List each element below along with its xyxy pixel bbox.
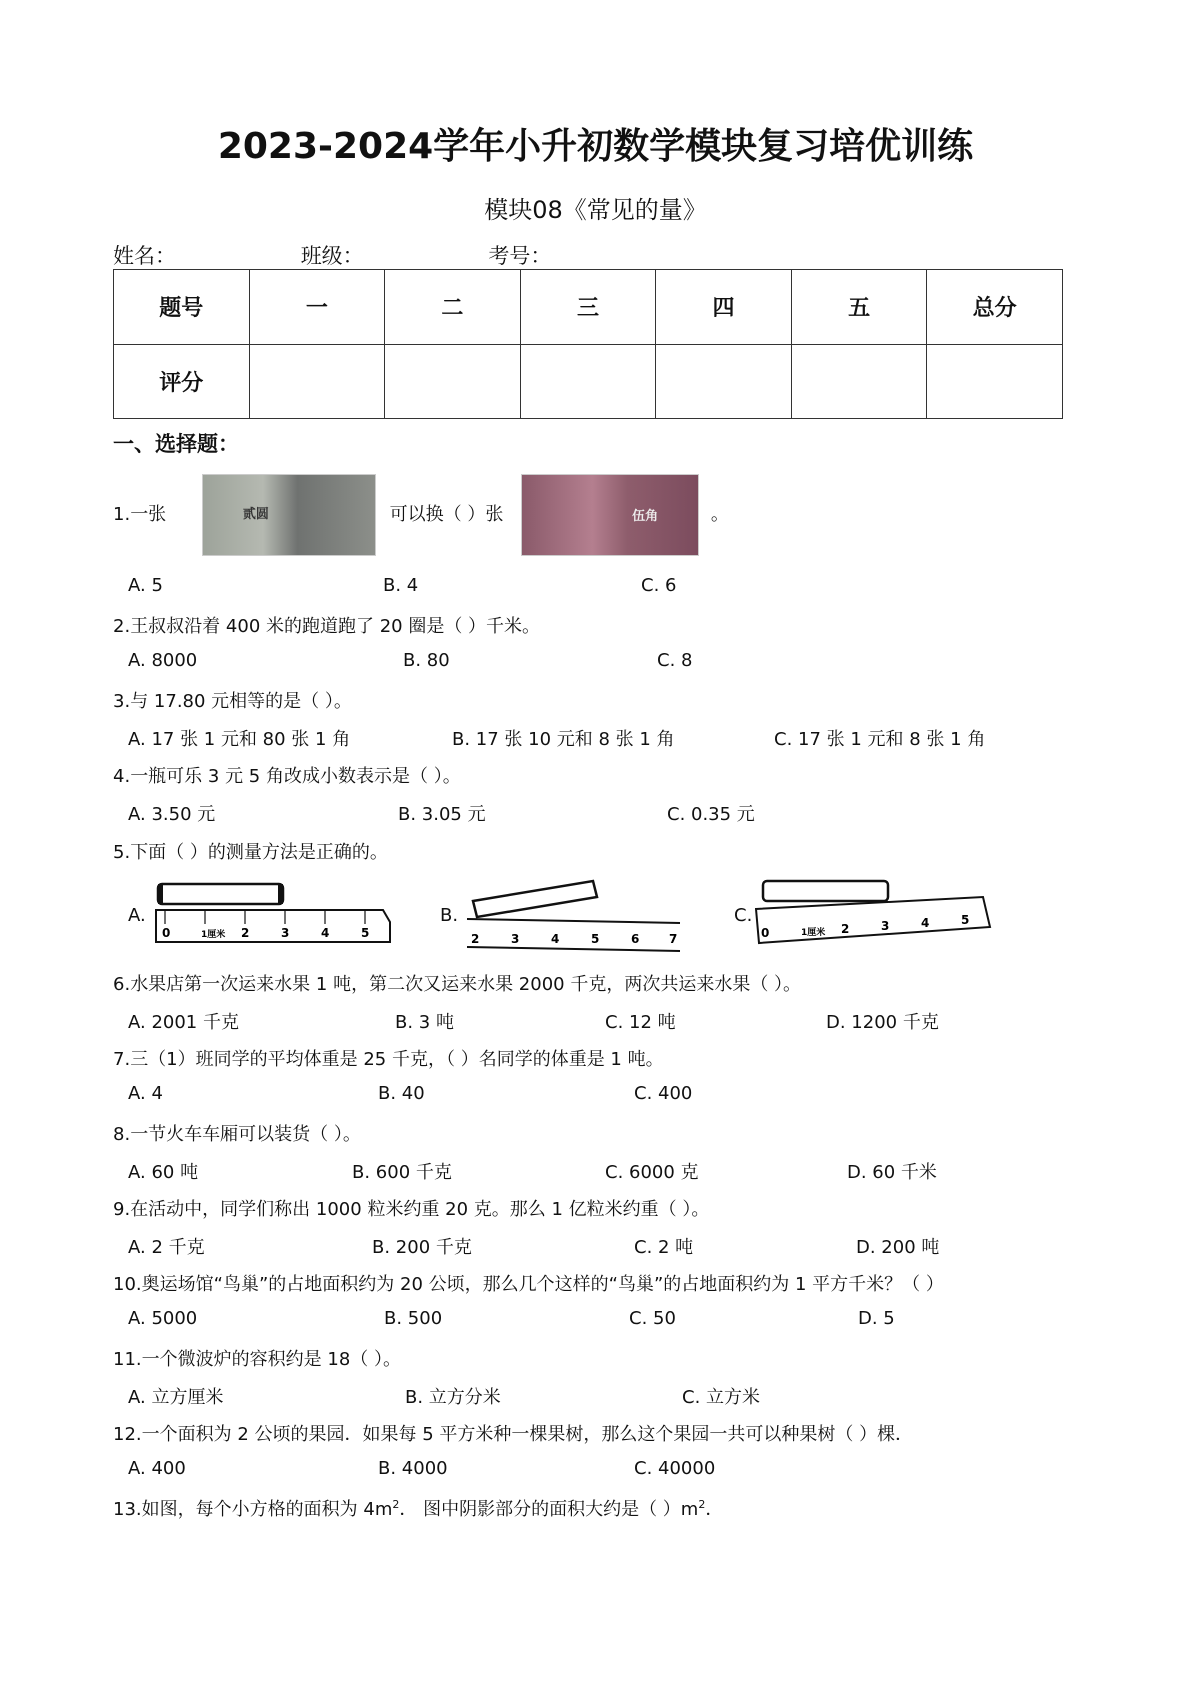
class-field[interactable] [364, 249, 476, 270]
option-b[interactable]: B. 600 千克 [352, 1162, 452, 1183]
option-c[interactable]: C. [734, 905, 753, 926]
question-text: 奥运场馆“鸟巢”的占地面积约为 20 公顷，那么几个这样的“鸟巢”的占地面积约为 1 平方千米？（ ） [141, 1274, 944, 1295]
question-text: 三（1）班同学的平均体重是 25 千克，（ ）名同学的体重是 1 吨。 [130, 1049, 664, 1070]
option-b[interactable]: B. 3.05 元 [398, 804, 486, 825]
option-b[interactable]: B. 40 [378, 1083, 425, 1104]
student-info-line [113, 240, 682, 270]
svg-text:4: 4 [921, 916, 930, 930]
superscript: 2 [698, 1498, 706, 1511]
option-a[interactable]: A. 8000 [128, 650, 198, 671]
question-number: 7. [113, 1049, 131, 1070]
svg-text:3: 3 [281, 926, 290, 940]
option-b[interactable]: B. 3 吨 [395, 1012, 454, 1033]
svg-text:5: 5 [361, 926, 370, 940]
question-10 [113, 1270, 944, 1296]
svg-text:2: 2 [841, 922, 850, 936]
option-a[interactable]: A. 4 [128, 1083, 163, 1104]
option-a[interactable]: A. 3.50 元 [128, 804, 216, 825]
question-text: 与 17.80 元相等的是（ ）。 [130, 691, 352, 712]
question-number: 2. [113, 616, 131, 637]
svg-text:5: 5 [961, 913, 970, 927]
option-c[interactable]: C. 40000 [634, 1458, 716, 1479]
question-number: 9. [113, 1199, 131, 1220]
question-number: 12. [113, 1424, 142, 1445]
option-d[interactable]: D. 60 千米 [847, 1162, 937, 1183]
option-b[interactable]: B. [440, 905, 459, 926]
option-c[interactable]: C. 2 吨 [634, 1237, 694, 1258]
question-text: ． [705, 1499, 724, 1520]
option-d[interactable]: D. 5 [858, 1308, 895, 1329]
score-input-3[interactable] [520, 344, 656, 419]
question-number: 6. [113, 974, 131, 995]
banknote-label: 贰圆 [242, 507, 269, 522]
svg-text:4: 4 [551, 932, 560, 946]
question-11 [113, 1345, 401, 1371]
question-number: 13. [113, 1499, 142, 1520]
score-table [113, 269, 1063, 419]
score-table-score-row [114, 344, 1063, 419]
option-b[interactable]: B. 500 [384, 1308, 443, 1329]
option-a[interactable]: A. 立方厘米 [128, 1387, 224, 1408]
option-a[interactable]: A. 400 [128, 1458, 186, 1479]
question-number: 3. [113, 691, 131, 712]
svg-text:5: 5 [591, 932, 600, 946]
question-6 [113, 970, 801, 996]
exam-number-label: 考号： [488, 244, 552, 268]
question-text: 一个面积为 2 公顷的果园．如果每 5 平方米种一棵果树，那么这个果园一共可以种果树（ ）棵． [141, 1424, 914, 1445]
svg-text:2: 2 [241, 926, 250, 940]
question-text: 可以换（ ）张 [389, 504, 504, 525]
cell-section-5: 五 [791, 270, 927, 345]
document-title: 2023-2024学年小升初数学模块复习培优训练 [217, 126, 974, 167]
option-b[interactable]: B. 200 千克 [372, 1237, 472, 1258]
question-text: 水果店第一次运来水果 1 吨，第二次又运来水果 2000 千克，两次共运来水果（ ）。 [130, 974, 802, 995]
svg-text:3: 3 [511, 932, 520, 946]
option-b[interactable]: B. 立方分米 [405, 1387, 501, 1408]
exam-number-field[interactable] [551, 249, 676, 270]
question-13 [113, 1495, 723, 1521]
score-input-4[interactable] [656, 344, 792, 419]
option-b[interactable]: B. 80 [403, 650, 450, 671]
question-text: 如图，每个小方格的面积为 4m [141, 1499, 393, 1520]
option-a[interactable]: A. 60 吨 [128, 1162, 199, 1183]
svg-text:1厘米: 1厘米 [201, 930, 226, 940]
score-input-1[interactable] [249, 344, 385, 419]
option-d[interactable]: D. 200 吨 [856, 1237, 940, 1258]
question-2 [113, 612, 540, 638]
option-a[interactable]: A. 5000 [128, 1308, 198, 1329]
ruler-b-icon [465, 873, 690, 953]
question-text: ． 图中阴影部分的面积大约是（ ）m [399, 1499, 699, 1520]
score-table-header-row [114, 270, 1063, 345]
name-field[interactable] [176, 249, 288, 270]
question-number: 4. [113, 766, 131, 787]
cell-section-2: 二 [385, 270, 521, 345]
score-input-2[interactable] [385, 344, 521, 419]
option-c[interactable]: C. 6000 克 [605, 1162, 699, 1183]
question-number: 1. [113, 504, 131, 525]
question-8 [113, 1120, 361, 1146]
svg-text:2: 2 [471, 932, 480, 946]
cell-score-label: 评分 [114, 344, 250, 419]
option-c[interactable]: C. 50 [629, 1308, 676, 1329]
option-a[interactable]: A. 17 张 1 元和 80 张 1 角 [128, 729, 351, 750]
option-c[interactable]: C. 0.35 元 [667, 804, 755, 825]
question-12 [113, 1420, 913, 1446]
svg-text:6: 6 [631, 932, 640, 946]
option-c[interactable]: C. 8 [657, 650, 693, 671]
option-b[interactable]: B. 4000 [378, 1458, 448, 1479]
name-label: 姓名： [113, 244, 176, 268]
cell-total: 总分 [927, 270, 1063, 345]
cell-section-4: 四 [656, 270, 792, 345]
banknote-2-yuan-icon [202, 474, 376, 556]
document-subtitle: 模块08《常见的量》 [484, 196, 707, 224]
question-text: 在活动中，同学们称出 1000 粒米约重 20 克。那么 1 亿粒米约重（ ）。 [130, 1199, 710, 1220]
question-text: 。 [710, 504, 729, 525]
question-text: 一个微波炉的容积约是 18（ ）。 [141, 1349, 401, 1370]
option-a[interactable]: A. [128, 905, 146, 926]
option-c[interactable]: C. 400 [634, 1083, 693, 1104]
option-c[interactable]: C. 立方米 [682, 1387, 761, 1408]
class-label: 班级： [300, 244, 364, 268]
option-c[interactable]: C. 6 [641, 575, 677, 596]
question-number: 5. [113, 842, 131, 863]
question-5 [113, 838, 388, 864]
option-a[interactable]: A. 5 [128, 575, 163, 596]
question-3 [113, 687, 352, 713]
cell-section-1: 一 [249, 270, 385, 345]
svg-text:4: 4 [321, 926, 330, 940]
question-4 [113, 762, 461, 788]
ruler-a-icon [155, 880, 400, 950]
option-c[interactable]: C. 17 张 1 元和 8 张 1 角 [774, 729, 986, 750]
banknote-5-jiao-icon [521, 474, 699, 556]
question-text: 王叔叔沿着 400 米的跑道跑了 20 圈是（ ）千米。 [130, 616, 541, 637]
option-d[interactable]: D. 1200 千克 [826, 1012, 939, 1033]
cell-section-3: 三 [520, 270, 656, 345]
ruler-c-icon [755, 875, 1000, 950]
svg-text:0: 0 [761, 926, 770, 940]
question-text: 一张 [130, 504, 167, 525]
option-c[interactable]: C. 12 吨 [605, 1012, 676, 1033]
svg-text:3: 3 [881, 919, 890, 933]
section-title-choice: 一、选择题： [113, 432, 239, 456]
cell-question-number: 题号 [114, 270, 250, 345]
question-7 [113, 1045, 664, 1071]
banknote-label: 伍角 [632, 509, 659, 524]
question-text: 一瓶可乐 3 元 5 角改成小数表示是（ ）。 [130, 766, 461, 787]
option-b[interactable]: B. 17 张 10 元和 8 张 1 角 [452, 729, 675, 750]
superscript: 2 [392, 1498, 400, 1511]
svg-text:0: 0 [162, 926, 171, 940]
question-text: 一节火车车厢可以装货（ ）。 [130, 1124, 361, 1145]
question-number: 11. [113, 1349, 142, 1370]
option-a[interactable]: A. 2001 千克 [128, 1012, 239, 1033]
question-number: 10. [113, 1274, 142, 1295]
score-input-total[interactable] [927, 344, 1063, 419]
question-text: 下面（ ）的测量方法是正确的。 [130, 842, 388, 863]
question-9 [113, 1195, 709, 1221]
question-number: 8. [113, 1124, 131, 1145]
score-input-5[interactable] [791, 344, 927, 419]
svg-text:7: 7 [669, 932, 678, 946]
option-a[interactable]: A. 2 千克 [128, 1237, 205, 1258]
option-b[interactable]: B. 4 [383, 575, 419, 596]
question-1 [113, 474, 729, 556]
svg-text:1厘米: 1厘米 [801, 928, 826, 938]
